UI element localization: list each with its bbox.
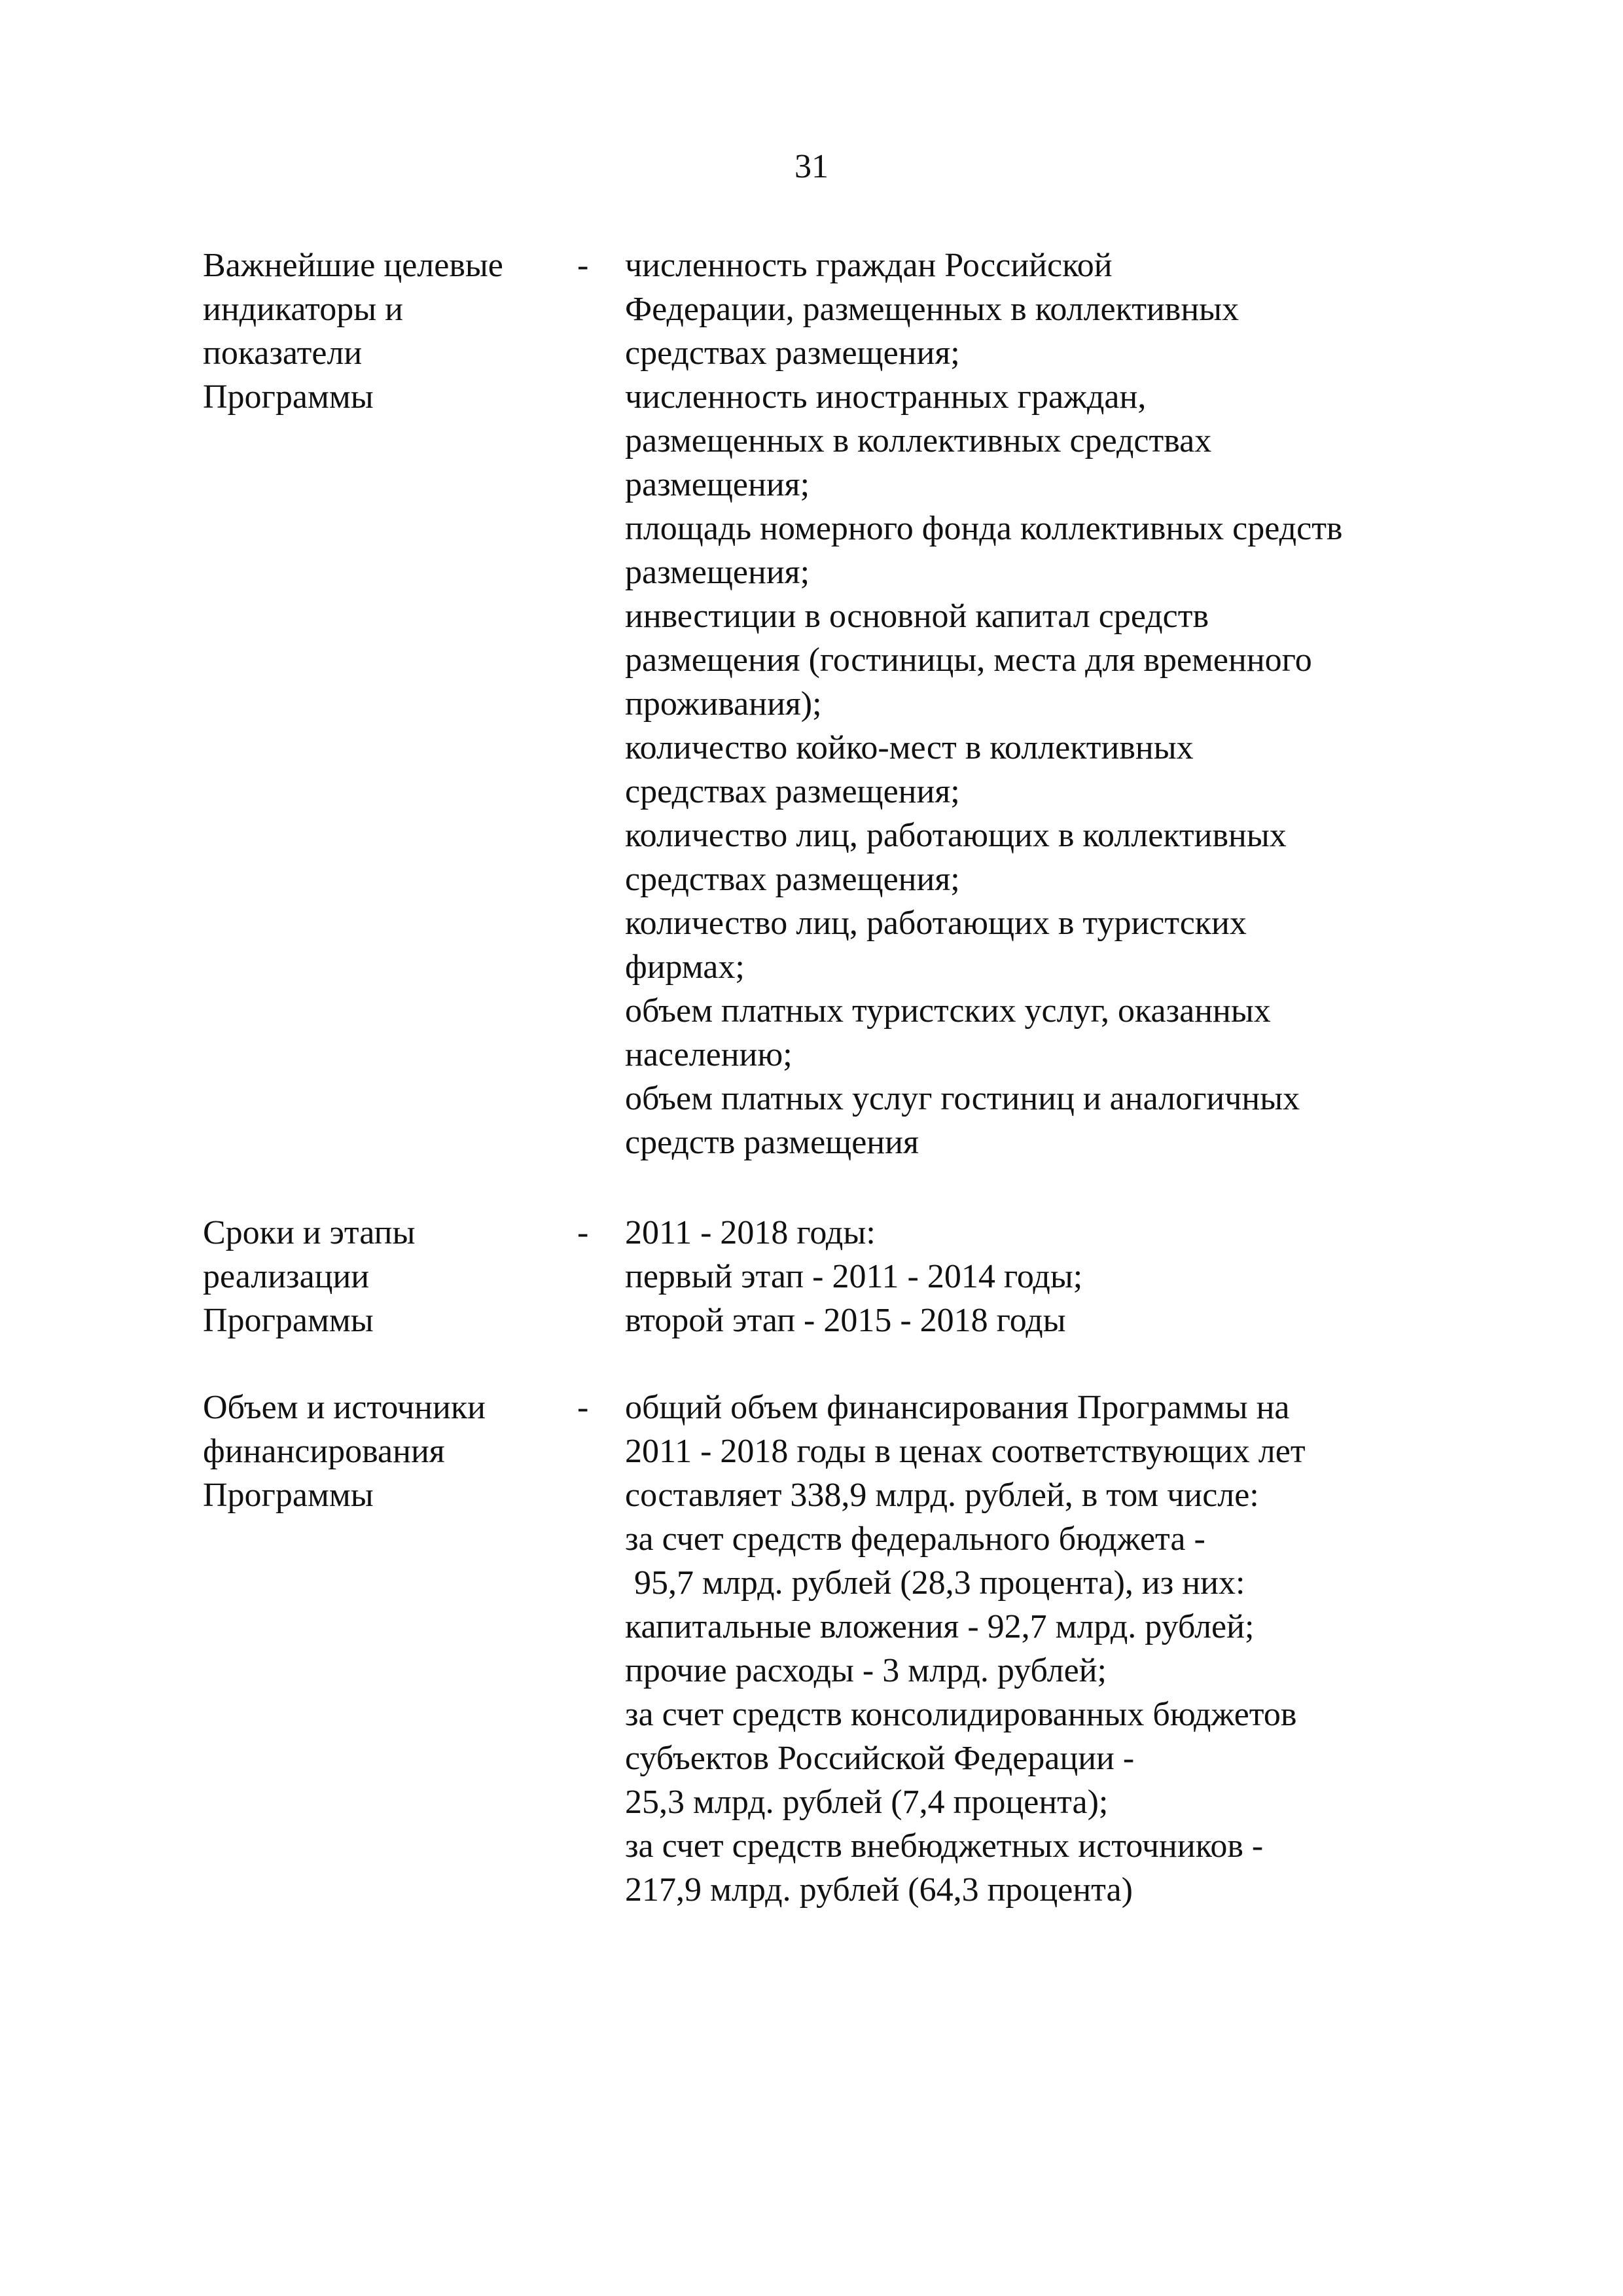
- content-line: средствах размещения;: [625, 861, 960, 898]
- content-line: количество лиц, работающих в коллективных: [625, 817, 1287, 854]
- label-line: Программы: [203, 1302, 374, 1339]
- section-label: [203, 1386, 569, 1517]
- content-line: площадь номерного фонда коллективных средств: [625, 510, 1343, 547]
- content-line: первый этап - 2011 - 2014 годы;: [625, 1258, 1083, 1295]
- section-dash: -: [577, 247, 589, 284]
- content-line: фирмах;: [625, 948, 745, 986]
- content-line: численность граждан Российской: [625, 247, 1113, 284]
- content-line: количество койко-мест в коллективных: [625, 729, 1194, 766]
- label-line: Объем и источники: [203, 1389, 486, 1426]
- content-line: 217,9 млрд. рублей (64,3 процента): [625, 1871, 1133, 1909]
- section-content: [625, 1211, 1463, 1342]
- content-line: средств размещения: [625, 1124, 919, 1161]
- section-label: [203, 243, 569, 419]
- content-line: размещения (гостиницы, места для временного: [625, 641, 1312, 679]
- section-dash: -: [577, 1389, 589, 1426]
- section-label: [203, 1211, 569, 1342]
- content-line: 2011 - 2018 годы в ценах соответствующих лет: [625, 1433, 1306, 1470]
- content-line: размещенных в коллективных средствах: [625, 422, 1212, 459]
- label-line: Важнейшие целевые: [203, 247, 503, 284]
- content-line: общий объем финансирования Программы на: [625, 1389, 1290, 1426]
- content-line: средствах размещения;: [625, 773, 960, 810]
- content-line: размещения;: [625, 554, 810, 591]
- content-line: 2011 - 2018 годы:: [625, 1214, 876, 1251]
- label-line: Сроки и этапы: [203, 1214, 416, 1251]
- content-line: объем платных услуг гостиниц и аналогичных: [625, 1080, 1300, 1117]
- label-line: индикаторы и: [203, 291, 403, 328]
- content-line: Федерации, размещенных в коллективных: [625, 291, 1240, 328]
- section-dash: -: [577, 1214, 589, 1251]
- content-line: 25,3 млрд. рублей (7,4 процента);: [625, 1784, 1109, 1821]
- content-line: капитальные вложения - 92,7 млрд. рублей;: [625, 1608, 1255, 1645]
- content-line: составляет 338,9 млрд. рублей, в том числе:: [625, 1477, 1259, 1514]
- content-line: средствах размещения;: [625, 334, 960, 372]
- label-line: Программы: [203, 1477, 374, 1514]
- content-line: за счет средств консолидированных бюджетов: [625, 1696, 1297, 1733]
- label-line: Программы: [203, 378, 374, 416]
- content-line: субъектов Российской Федерации -: [625, 1740, 1135, 1777]
- content-line: населению;: [625, 1036, 793, 1073]
- content-line: численность иностранных граждан,: [625, 378, 1147, 416]
- page-number: 31: [794, 148, 829, 185]
- content-line: объем платных туристских услуг, оказанных: [625, 992, 1271, 1030]
- content-line: за счет средств внебюджетных источников -: [625, 1827, 1264, 1865]
- content-line: проживания);: [625, 685, 822, 723]
- label-line: показатели: [203, 334, 363, 372]
- content-line: количество лиц, работающих в туристских: [625, 905, 1247, 942]
- section-content: [625, 1386, 1463, 1912]
- content-line: инвестиции в основной капитал средств: [625, 598, 1209, 635]
- section-content: [625, 243, 1463, 1164]
- content-line: прочие расходы - 3 млрд. рублей;: [625, 1652, 1107, 1689]
- content-line: размещения;: [625, 466, 810, 503]
- label-line: финансирования: [203, 1433, 445, 1470]
- content-line: за счет средств федерального бюджета -: [625, 1520, 1205, 1558]
- content-line: 95,7 млрд. рублей (28,3 процента), из них:: [634, 1564, 1245, 1602]
- content-line: второй этап - 2015 - 2018 годы: [625, 1302, 1066, 1339]
- label-line: реализации: [203, 1258, 370, 1295]
